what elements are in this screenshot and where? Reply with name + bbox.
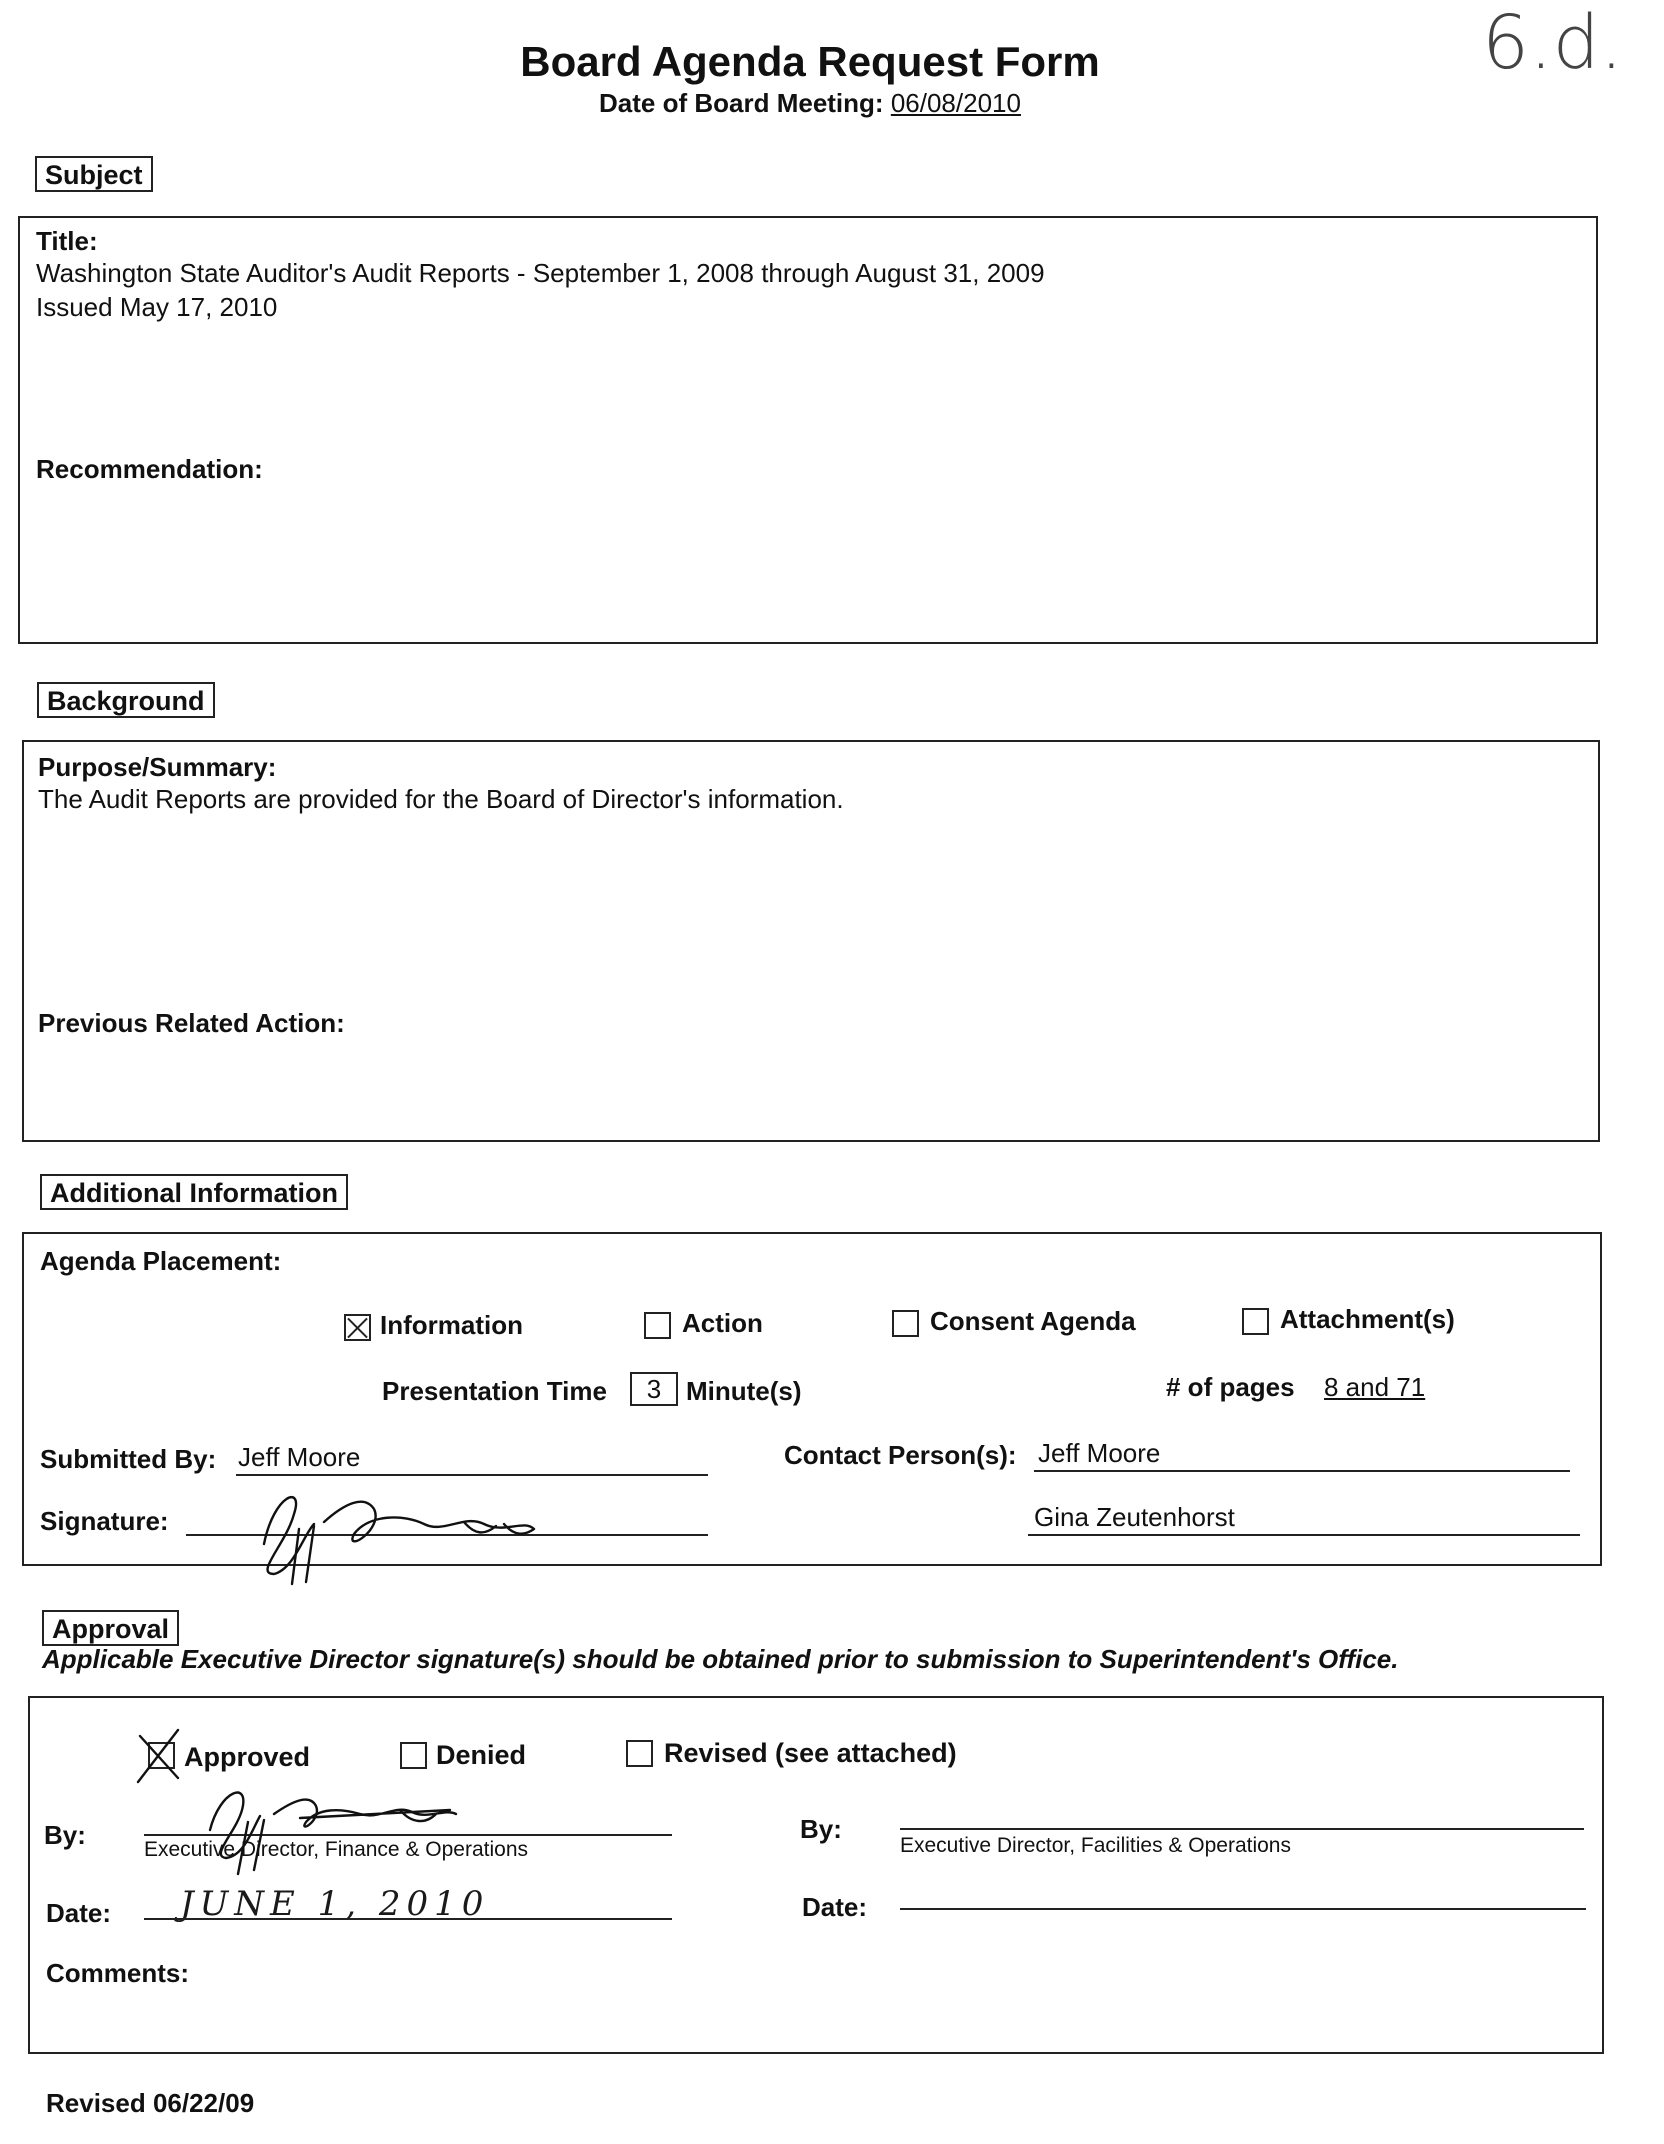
left-executive-title: Executive Director, Finance & Operations [144, 1838, 529, 1861]
approved-label: Approved [184, 1742, 311, 1772]
right-date-line [900, 1908, 1586, 1910]
revised-date: Revised 06/22/09 [46, 2088, 255, 2118]
purpose-label: Purpose/Summary: [38, 752, 277, 782]
left-date-handwritten: JUNE 1, 2010 [180, 1884, 490, 1924]
minutes-label: Minute(s) [686, 1376, 802, 1406]
right-executive-title: Executive Director, Facilities & Operations [900, 1834, 1291, 1857]
action-label: Action [682, 1308, 763, 1338]
submitted-by-value: Jeff Moore [238, 1442, 361, 1472]
attachments-label: Attachment(s) [1280, 1304, 1455, 1334]
contact-line-2 [1028, 1534, 1580, 1536]
comments-label: Comments: [46, 1958, 190, 1988]
purpose-text: The Audit Reports are provided for the Board of Director's information. [38, 784, 844, 814]
background-box [22, 740, 1600, 1142]
subject-box [18, 216, 1598, 644]
pages-value: 8 and 71 [1324, 1372, 1426, 1402]
title-line-2: Issued May 17, 2010 [36, 292, 278, 322]
approver-signature [190, 1770, 490, 1880]
contact-person-value-2: Gina Zeutenhorst [1034, 1502, 1235, 1532]
action-checkbox[interactable] [644, 1312, 671, 1339]
pages-label: # of pages [1166, 1372, 1295, 1402]
meeting-date-value: 06/08/2010 [890, 88, 1021, 118]
left-by-label: By: [44, 1820, 86, 1850]
title-label: Title: [36, 226, 98, 256]
submitted-by-label: Submitted By: [40, 1444, 217, 1474]
left-date-line [144, 1918, 672, 1920]
revised-checkbox[interactable] [626, 1740, 653, 1767]
consent-agenda-label: Consent Agenda [930, 1306, 1136, 1336]
additional-info-box [22, 1232, 1602, 1566]
agenda-placement-label: Agenda Placement: [40, 1246, 282, 1276]
previous-action-label: Previous Related Action: [38, 1008, 345, 1038]
item-number: 6.d. [1482, 0, 1624, 86]
approval-note: Applicable Executive Director signature(s) should be obtained prior to submission to Superintendent's Office. [42, 1644, 1399, 1674]
contact-line-1 [1034, 1470, 1570, 1472]
meeting-date-line [0, 88, 1620, 119]
contact-person-label: Contact Person(s): [784, 1440, 1017, 1470]
left-date-label: Date: [46, 1898, 112, 1928]
form-title: Board Agenda Request Form [520, 38, 1100, 85]
title-line-1: Washington State Auditor's Audit Reports - September 1, 2008 through August 31, 2009 [36, 258, 1045, 288]
information-label: Information [380, 1310, 523, 1340]
background-tag: Background [37, 682, 215, 718]
consent-agenda-checkbox[interactable] [892, 1310, 919, 1337]
submitter-signature [234, 1474, 594, 1584]
contact-person-value-1: Jeff Moore [1038, 1438, 1161, 1468]
revised-label: Revised (see attached) [664, 1738, 957, 1768]
presentation-time-value[interactable]: 3 [630, 1372, 678, 1406]
signature-label: Signature: [40, 1506, 169, 1536]
approval-box [28, 1696, 1604, 2054]
subject-tag: Subject [35, 156, 153, 192]
denied-checkbox[interactable] [400, 1742, 427, 1769]
additional-info-tag: Additional Information [40, 1174, 348, 1210]
presentation-time-label: Presentation Time [382, 1376, 607, 1406]
approval-tag: Approval [42, 1610, 179, 1646]
right-by-line [900, 1828, 1584, 1830]
denied-label: Denied [436, 1740, 527, 1770]
information-checkbox[interactable] [344, 1314, 371, 1341]
right-date-label: Date: [802, 1892, 868, 1922]
recommendation-label: Recommendation: [36, 454, 263, 484]
meeting-date-label: Date of Board Meeting: [599, 88, 884, 118]
right-by-label: By: [800, 1814, 842, 1844]
attachments-checkbox[interactable] [1242, 1308, 1269, 1335]
